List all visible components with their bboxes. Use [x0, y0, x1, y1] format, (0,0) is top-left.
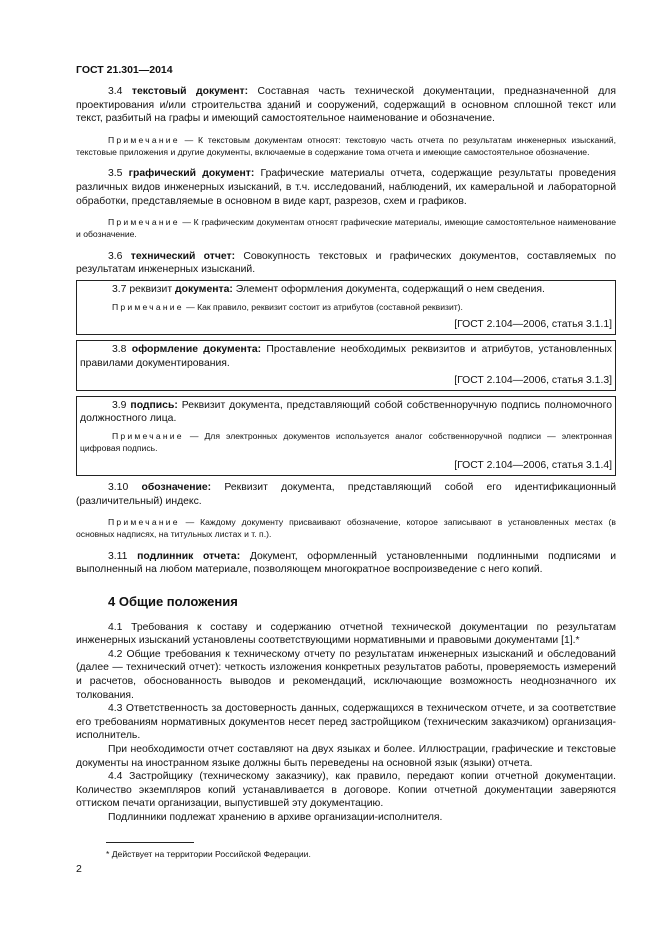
- footnote-divider: [106, 842, 194, 843]
- note-3-9: Примечание — Для электронных документов используется аналог собственноручной подписи — электронная цифровая подпись.: [80, 430, 612, 453]
- term-3-11: 3.11 подлинник отчета: Документ, оформленный установленными подлинными подписями и выполненный на любом материале, позволяющем многократное воспроизведение с него копий.: [76, 550, 616, 576]
- boxed-term-3-9: [76, 396, 616, 476]
- paragraph-4-4-continued: Подлинники подлежат хранению в архиве организации-исполнителя.: [108, 811, 443, 823]
- term-name: подлинник отчета:: [137, 550, 241, 562]
- reference-3-8: [ГОСТ 2.104—2006, статья 3.1.3]: [454, 375, 612, 387]
- document-code: ГОСТ 21.301—2014: [76, 64, 173, 76]
- term-name: графический документ:: [128, 168, 255, 180]
- term-3-7: 3.7 реквизит документа: Элемент оформления документа, содержащий о нем сведения.: [112, 283, 545, 295]
- term-3-9: 3.9 подпись: Реквизит документа, представляющий собой собственноручную подпись полномочного должностного лица.: [80, 399, 613, 425]
- reference-3-7: [ГОСТ 2.104—2006, статья 3.1.1]: [454, 319, 612, 331]
- paragraph-4-3: 4.3 Ответственность за достоверность данных, содержащихся в техническом отчете, и за соответствие его требованиям нормативных документов несет перед застройщиком (техническим заказчиком) организация-исполнитель.: [76, 703, 616, 742]
- term-name: обозначение:: [141, 482, 212, 494]
- term-3-6: 3.6 технический отчет: Совокупность текстовых и графических документов, составляемых по результатам инженерных изысканий.: [76, 250, 616, 276]
- term-name: технический отчет:: [130, 250, 236, 262]
- term-3-10: 3.10 обозначение: Реквизит документа, представляющий собой его идентификационный (различительный) индекс.: [76, 482, 617, 507]
- term-3-5: 3.5 графический документ: Графические материалы отчета, содержащие результаты проведения различных видов инженерных изысканий, в т.ч. исследований, наблюдений, их камеральной и лабораторной обработки, представляемые в основном в виде карт, разрезов, схем и графиков.: [76, 168, 617, 207]
- page-content: [76, 85, 616, 825]
- section-heading: 4 Общие положения: [108, 594, 238, 610]
- term-name: подпись:: [130, 399, 178, 411]
- paragraph-4-4: 4.4 Застройщику (техническому заказчику), как правило, передают копии отчетной документации. Количество экземпляров копий устанавливается в договоре. Копии отчетной документации заверяются оттиском печати организации, выпустившей эту документацию.: [76, 771, 616, 810]
- term-name: оформление документа:: [131, 343, 262, 355]
- note-3-10: Примечание — Каждому документу присваивают обозначение, которое записывают в установленных местах (в основных надписях, на титульных листах и т. п.).: [76, 517, 616, 540]
- footnote: * Действует на территории Российской Федерации.: [106, 849, 311, 859]
- paragraph-4-3-continued: При необходимости отчет составляют на двух языках и более. Иллюстрации, графические и текстовые документы на иностранном языке должны быть переведены на основной язык (языки) отчета.: [76, 743, 616, 769]
- boxed-term-3-7: [76, 280, 616, 335]
- term-name: документа:: [175, 283, 233, 295]
- term-3-4: 3.4 текстовый документ: Составная часть технической документации, предназначенной для проектирования и/или строительства зданий и сооружений, содержащий в основном сплошной текст или текст, разбитый на графы и имеющий самостоятельное наименование и обозначение.: [76, 86, 617, 125]
- boxed-term-3-8: [76, 340, 616, 391]
- page-number: 2: [76, 863, 82, 875]
- term-name: текстовый документ:: [131, 86, 249, 97]
- note-3-7: Примечание — Как правило, реквизит состоит из атрибутов (составной реквизит).: [112, 301, 463, 312]
- note-3-4: Примечание — К текстовым документам относят: текстовую часть отчета по результатам инженерных изысканий, текстовые приложения и другие документы, включаемые в содержание тома отчета и имеющие самостоятельное обозначение.: [76, 134, 616, 157]
- paragraph-4-2: 4.2 Общие требования к техническому отчету по результатам инженерных изысканий и обследований (далее — технический отчет): четкость изложения конкретных результатов работы, проверяемость измерений и расчетов, обоснованность выводов и рекомендаций, исключающие возможность неоднозначного их толкования.: [76, 648, 616, 701]
- note-3-5: Примечание — К графическим документам относят графические материалы, имеющие самостоятельное наименование и обозначение.: [76, 217, 616, 239]
- term-3-8: 3.8 оформление документа: Проставление необходимых реквизитов и атрибутов, установленных правилами документирования.: [80, 343, 612, 369]
- paragraph-4-1: 4.1 Требования к составу и содержанию отчетной технической документации по результатам инженерных изысканий установлены соответствующими нормативными и правовыми документами [1].*: [76, 621, 616, 647]
- reference-3-9: [ГОСТ 2.104—2006, статья 3.1.4]: [454, 460, 612, 472]
